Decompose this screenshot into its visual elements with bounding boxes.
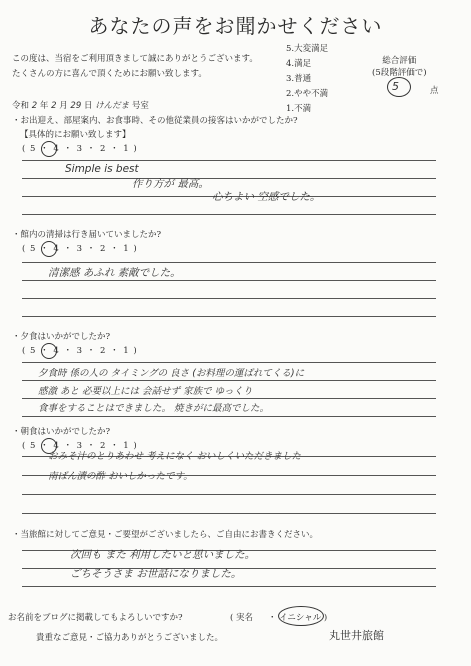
q3-question: ・夕食はいかがでしたか? [12, 332, 111, 342]
scale-3: 3.普通 [286, 74, 312, 84]
q5-line-3 [22, 586, 436, 587]
overall-eval-title: 総合評価 [382, 56, 417, 66]
q3-rating: ( 5 ・ 4 ・ 3 ・ 2 ・ 1 ) [22, 346, 138, 356]
scale-1: 1.不満 [286, 104, 312, 114]
date-prefix: 令和 [12, 101, 30, 111]
q3-line-1 [22, 362, 436, 363]
q4-answer-2: 南ばん漬の酢 おいしかったです。 [48, 471, 193, 482]
page-title: あなたの声をお聞かせください [88, 14, 383, 38]
date-month: 2 [51, 101, 57, 111]
q5-answer-2: ごちそうさま お世話になりました。 [70, 568, 242, 580]
room-unit: 号室 [131, 101, 149, 111]
intro-text [12, 52, 258, 82]
q1-subtitle: 【具体的にお願い致します】 [20, 130, 131, 140]
date-day-unit: 日 [83, 101, 93, 111]
blog-initial-circle [278, 606, 324, 626]
blog-question: お名前をブログに掲載してもよろしいですか? [8, 613, 183, 623]
q3-line-3 [22, 398, 436, 399]
q2-answer-1: 清潔感 あふれ 素敵でした。 [48, 267, 181, 279]
q3-rating-circle [41, 343, 57, 359]
q5-answer-1: 次回も また 利用したいと思いました。 [70, 549, 256, 561]
date-day: 29 [70, 101, 82, 111]
q1-line-2 [22, 178, 436, 179]
q2-question: ・館内の清掃は行き届いていましたか? [12, 230, 162, 240]
q1-line-4 [22, 214, 436, 215]
q1-answer-2: 作り方が 最高。 [132, 178, 209, 190]
q1-line-1 [22, 160, 436, 161]
overall-eval-label [372, 55, 427, 79]
q4-line-4 [22, 513, 436, 514]
q4-line-3 [22, 494, 436, 495]
q2-rating: ( 5 ・ 4 ・ 3 ・ 2 ・ 1 ) [22, 244, 138, 254]
q4-answer-1: おみそ汁のとりあわせ 考えになく おいしくいただきました [48, 451, 302, 462]
overall-eval-value: 5 [392, 80, 399, 93]
scale-4: 4.満足 [286, 59, 312, 69]
blog-option-initial: ・ イニシャル ) [268, 613, 328, 623]
q3-line-4 [22, 416, 436, 417]
q3-answer-3: 食事をすることはできました。 焼きがに最高でした。 [38, 403, 270, 414]
thanks-text: 貴重なご意見・ご協力ありがとうございました。 [36, 633, 224, 643]
rating-scale [286, 42, 328, 117]
overall-eval-subtitle: (5段階評価で) [372, 68, 427, 78]
intro-line-1: この度は、当宿をご利用頂きまして誠にありがとうございます。 [12, 54, 258, 64]
overall-eval-unit: 点 [430, 86, 439, 96]
q3-line-2 [22, 380, 436, 381]
q4-rating: ( 5 ・ 4 ・ 3 ・ 2 ・ 1 ) [22, 441, 138, 451]
q1-rating: ( 5 ・ 4 ・ 3 ・ 2 ・ 1 ) [22, 144, 138, 154]
q2-rating-circle [41, 241, 57, 257]
q5-question: ・当旅館に対してご意見・ご要望がございましたら、ご自由にお書きください。 [12, 530, 319, 540]
q3-answer-2: 感激 あと 必要以上には 会話せず 家族で ゆっくり [38, 386, 253, 397]
blog-option-realname: ( 実名 [230, 613, 254, 623]
q1-rating-circle [41, 141, 57, 157]
q4-question: ・朝食はいかがでしたか? [12, 427, 111, 437]
q3-answer-1: 夕食時 係の人の タイミングの 良さ (お料理の運ばれてくる)に [38, 368, 305, 379]
stay-date [12, 99, 149, 111]
q1-question: ・お出迎え、部屋案内、お食事時、その他従業員の接客はいかがでしたか? [12, 116, 298, 126]
scale-2: 2.やや不満 [286, 89, 329, 99]
inn-name: 丸世井旅館 [329, 629, 384, 642]
q2-line-1 [22, 262, 436, 263]
q1-answer-1: Simple is best [65, 163, 139, 175]
q2-line-3 [22, 298, 436, 299]
date-year: 2 [31, 101, 38, 111]
date-year-unit: 年 [39, 101, 49, 111]
intro-line-2: たくさんの方に喜んで頂くためにお願い致します。 [12, 69, 207, 79]
date-month-unit: 月 [59, 101, 68, 111]
scale-5: 5.大変満足 [286, 44, 329, 54]
q2-line-2 [22, 280, 436, 281]
room-name: けんだま [95, 101, 130, 111]
overall-eval-circle [387, 77, 411, 97]
q1-answer-3: 心ちよい 空感でした。 [212, 191, 321, 203]
q2-line-4 [22, 316, 436, 317]
